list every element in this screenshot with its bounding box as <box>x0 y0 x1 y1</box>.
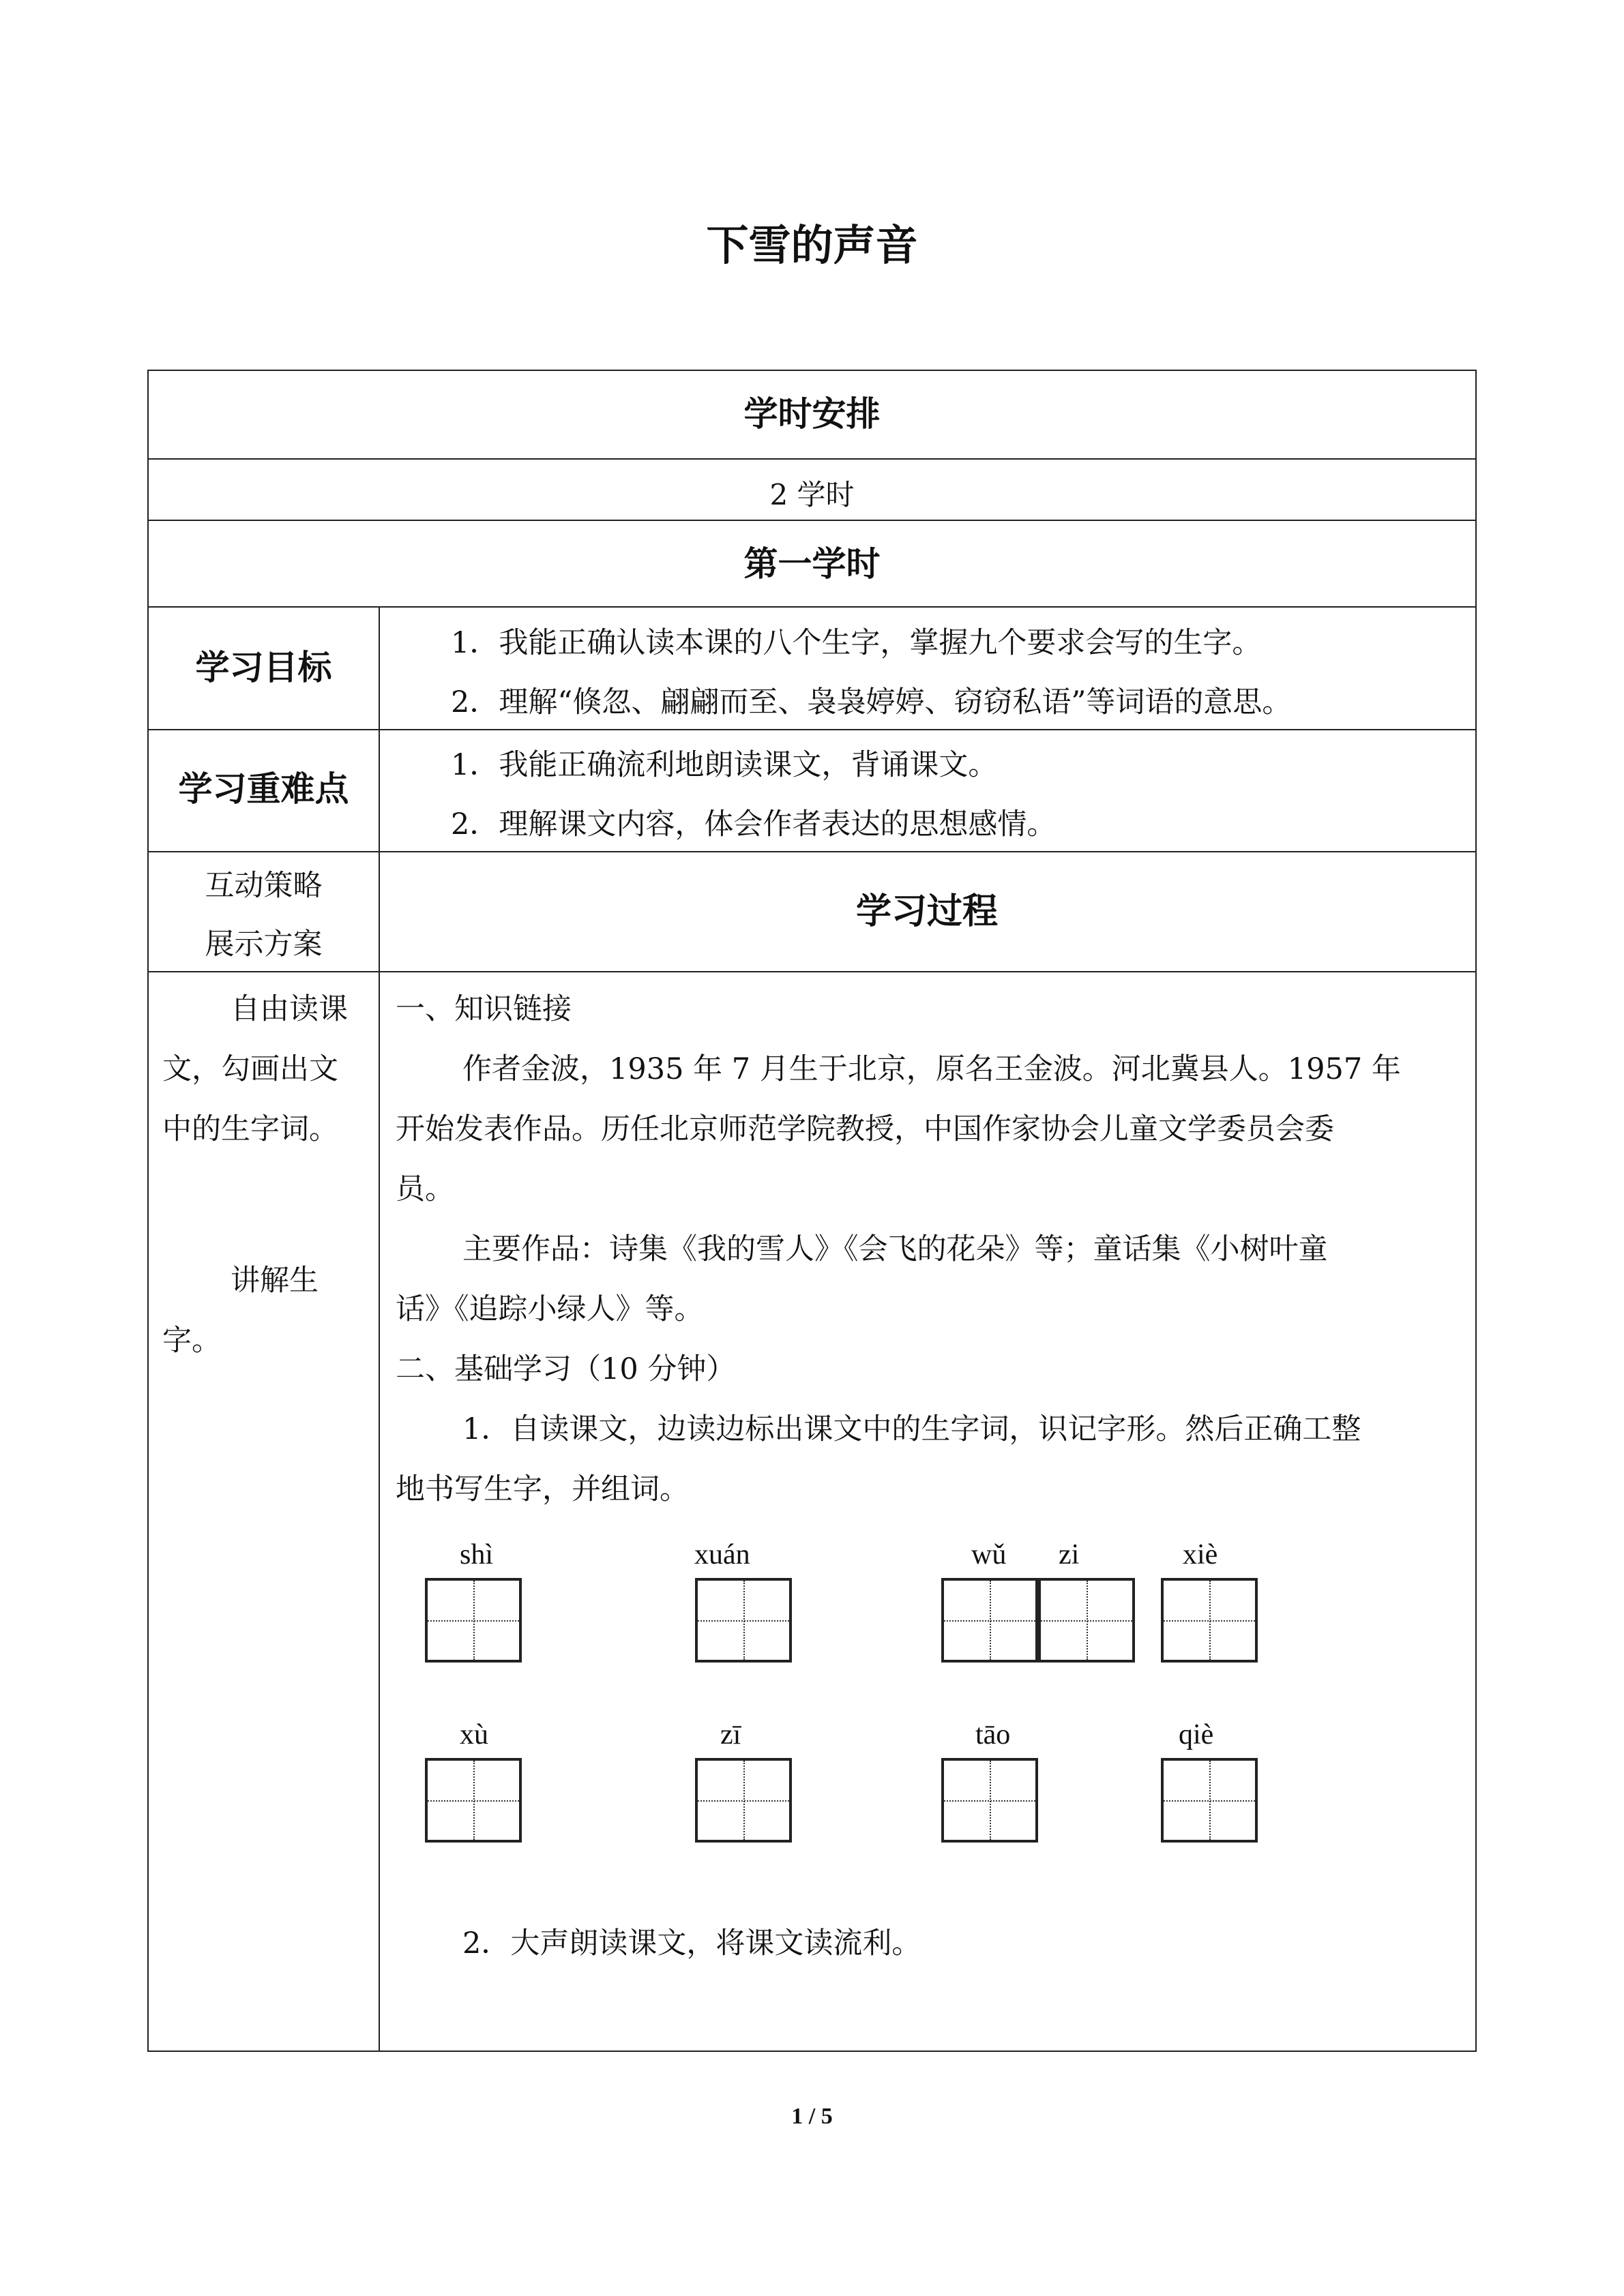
bio-line: 作者金波，1935 年 7 月生于北京，原名王金波。河北冀县人。1957 年 <box>462 1052 1401 1086</box>
pinyin-label: xù <box>460 1719 488 1750</box>
left-note-line: 文，勾画出文 <box>162 1052 338 1086</box>
character-writing-grid[interactable] <box>695 1578 792 1663</box>
left-note-line: 自由读课 <box>231 992 348 1026</box>
pinyin-label: xiè <box>1183 1539 1218 1570</box>
pinyin-label: xuán <box>694 1539 750 1570</box>
column-divider <box>379 606 380 2052</box>
bio-line: 开始发表作品。历任北京师范学院教授，中国作家协会儿童文学委员会委 <box>396 1112 1334 1146</box>
left-note-line: 中的生字词。 <box>162 1112 338 1146</box>
keypoint-item: 2．理解课文内容，体会作者表达的思想感情。 <box>451 807 1057 841</box>
pinyin-label: tāo <box>975 1719 1011 1750</box>
bio-line: 员。 <box>396 1172 454 1206</box>
works-line: 话》《追踪小绿人》等。 <box>396 1292 704 1326</box>
left-note-line: 讲解生 <box>231 1264 319 1298</box>
strategy-label-line: 互动策略 <box>205 869 323 903</box>
character-writing-grid[interactable] <box>1161 1578 1258 1663</box>
page-number: 1 / 5 <box>791 2104 833 2129</box>
goals-label: 学习目标 <box>195 648 332 687</box>
strategy-label <box>149 856 379 974</box>
character-writing-grid[interactable] <box>425 1758 522 1843</box>
schedule-value: 2 学时 <box>769 478 855 511</box>
schedule-header: 学时安排 <box>743 394 881 434</box>
keypoint-item: 1．我能正确流利地朗读课文，背诵课文。 <box>451 748 998 782</box>
character-writing-grid[interactable] <box>941 1578 1038 1663</box>
character-writing-grid[interactable] <box>425 1578 522 1663</box>
task-line: 地书写生字，并组词。 <box>396 1472 689 1506</box>
row-divider <box>149 606 1475 608</box>
process-header: 学习过程 <box>855 891 998 932</box>
character-writing-grid[interactable] <box>695 1758 792 1843</box>
works-line: 主要作品：诗集《我的雪人》《会飞的花朵》等；童话集《小树叶童 <box>462 1232 1328 1266</box>
character-writing-grid[interactable] <box>1038 1578 1135 1663</box>
pinyin-label: qiè <box>1179 1719 1214 1750</box>
character-writing-grid[interactable] <box>941 1758 1038 1843</box>
row-divider <box>149 520 1475 521</box>
row-divider <box>149 458 1475 460</box>
strategy-label-line: 展示方案 <box>205 927 323 961</box>
pinyin-label: zī <box>720 1719 741 1750</box>
task-line: 2．大声朗读课文，将课文读流利。 <box>462 1926 921 1960</box>
goal-item: 2．理解“倏忽、翩翩而至、袅袅婷婷、窃窃私语”等词语的意思。 <box>451 685 1292 719</box>
character-writing-grid[interactable] <box>1161 1758 1258 1843</box>
pinyin-label: zi <box>1059 1539 1080 1570</box>
pinyin-label: shì <box>460 1539 494 1570</box>
keypoints-label: 学习重难点 <box>178 769 349 809</box>
section-heading: 二、基础学习（10 分钟） <box>396 1352 736 1386</box>
section-heading: 一、知识链接 <box>396 992 572 1026</box>
pinyin-label: wǔ <box>971 1539 1007 1570</box>
lesson-plan-table <box>147 370 1477 2052</box>
document-title: 下雪的声音 <box>706 220 918 270</box>
goal-item: 1．我能正确认读本课的八个生字，掌握九个要求会写的生字。 <box>451 626 1262 660</box>
lesson-header: 第一学时 <box>743 544 881 584</box>
left-note-line: 字。 <box>162 1324 221 1358</box>
task-line: 1．自读课文，边读边标出课文中的生字词，识记字形。然后正确工整 <box>462 1412 1361 1446</box>
